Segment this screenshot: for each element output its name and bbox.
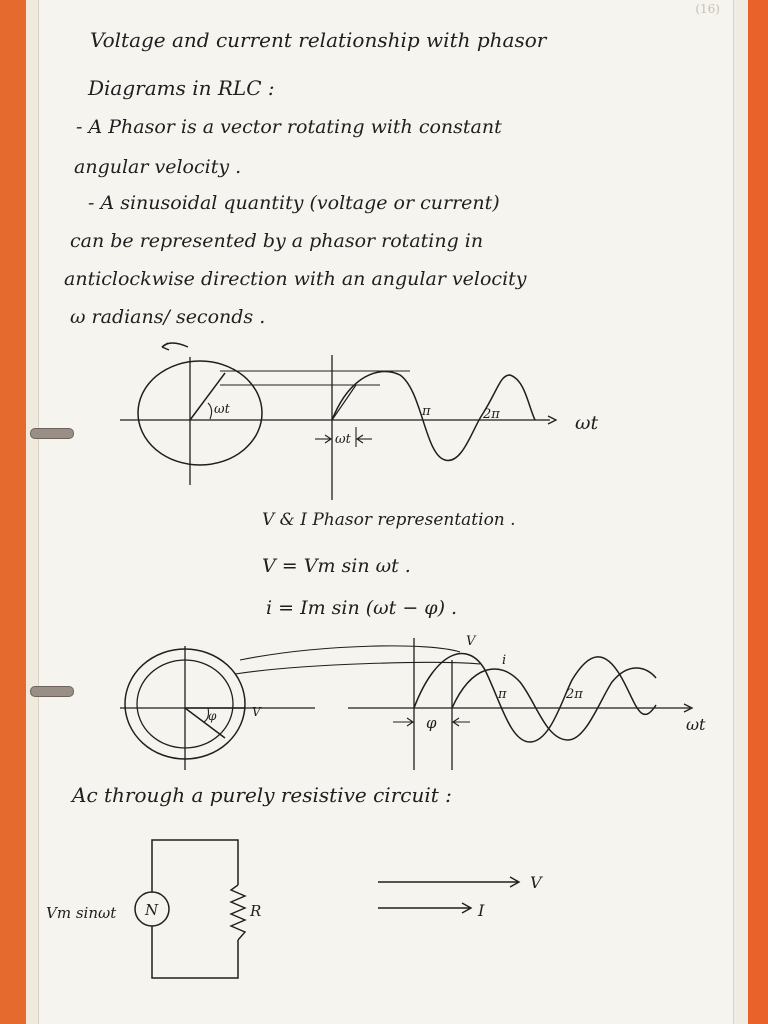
phasor-i bbox=[185, 708, 225, 738]
axis-label-wt: ωt bbox=[686, 715, 706, 734]
page-margin-right bbox=[733, 0, 748, 1024]
voltage-wave bbox=[414, 654, 656, 742]
projection-v bbox=[240, 646, 460, 660]
resistor-symbol bbox=[231, 885, 245, 940]
projection-i bbox=[235, 662, 480, 674]
axis-label-wt: ωt bbox=[575, 412, 599, 434]
binder-ring-bottom bbox=[30, 686, 74, 697]
equation-current: i = Im sin (ωt − φ) . bbox=[266, 597, 458, 619]
phasor-figure-2 bbox=[100, 630, 730, 780]
current-phasor-label: I bbox=[478, 901, 485, 920]
phasor-circle bbox=[138, 361, 262, 465]
pi-label: π bbox=[422, 404, 431, 419]
section-heading-resistive: Ac through a purely resistive circuit : bbox=[72, 783, 452, 807]
source-label: Vm sinωt bbox=[46, 904, 117, 922]
angle-label: ωt bbox=[214, 402, 230, 417]
v-wave-label: V bbox=[466, 634, 476, 649]
binding-edge-left bbox=[0, 0, 26, 1024]
ac-source-symbol-label: N bbox=[145, 901, 159, 919]
i-wave-label: i bbox=[502, 653, 507, 668]
voltage-phasor-label: V bbox=[530, 873, 542, 892]
paragraph-2-line-4: ω radians/ seconds . bbox=[70, 306, 266, 328]
paragraph-2-line-2: can be represented by a phasor rotating in bbox=[70, 230, 484, 252]
binding-edge-right bbox=[748, 0, 768, 1024]
paragraph-2-line-3: anticlockwise direction with an angular velocity bbox=[64, 268, 527, 290]
phasor-v-label: V bbox=[252, 705, 261, 719]
resistor-label: R bbox=[250, 902, 262, 920]
circuit-wire-bottom bbox=[152, 926, 238, 978]
page-margin-left bbox=[26, 0, 39, 1024]
two-pi-label: 2π bbox=[566, 687, 583, 702]
circuit-wire-top bbox=[152, 840, 238, 892]
phasor-figure-1 bbox=[110, 335, 630, 505]
phase-angle-label: φ bbox=[208, 709, 217, 723]
paragraph-1-line-2: angular velocity . bbox=[74, 156, 242, 178]
page-number: (16) bbox=[695, 2, 720, 16]
paragraph-2-line-1: - A sinusoidal quantity (voltage or current) bbox=[88, 192, 500, 214]
two-pi-label: 2π bbox=[483, 407, 500, 422]
title-line-2: Diagrams in RLC : bbox=[88, 76, 275, 100]
title-line-1: Voltage and current relationship with phasor bbox=[90, 28, 547, 52]
phi-label: φ bbox=[426, 714, 437, 732]
pi-label: π bbox=[498, 687, 507, 702]
width-label: ωt bbox=[335, 432, 351, 447]
figure-caption: V & I Phasor representation . bbox=[262, 510, 516, 530]
paragraph-1-line-1: - A Phasor is a vector rotating with constant bbox=[76, 116, 502, 138]
current-wave bbox=[452, 668, 656, 740]
binder-ring-top bbox=[30, 428, 74, 439]
resistive-circuit-diagram bbox=[40, 830, 560, 1000]
equation-voltage: V = Vm sin ωt . bbox=[262, 555, 411, 577]
